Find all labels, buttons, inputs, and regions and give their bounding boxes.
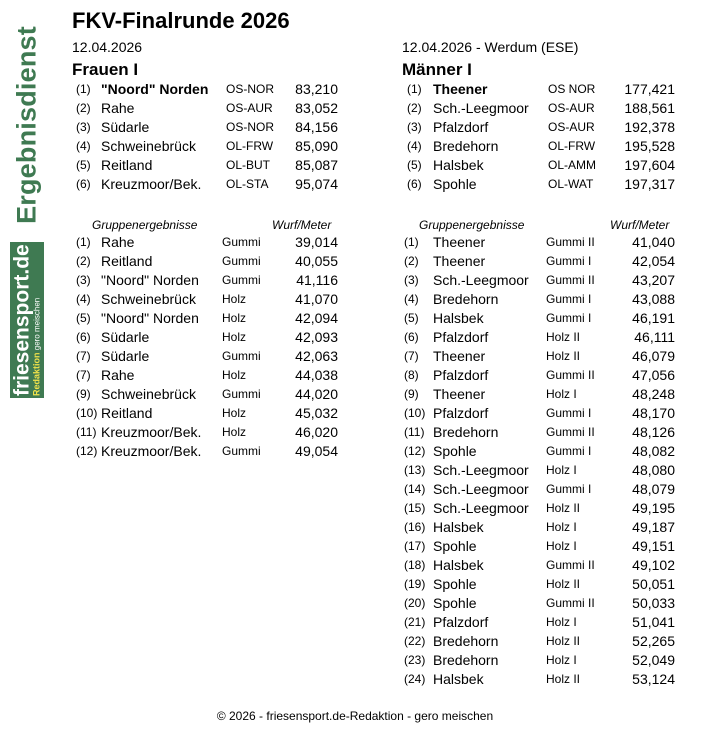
district-code: OL-FRW [226, 139, 274, 153]
team-name: Rahe [101, 100, 135, 116]
ball-type: Gummi II [546, 425, 595, 439]
total-score: 83,210 [295, 81, 338, 97]
standings-row [402, 156, 677, 175]
throw-distance: 49,187 [632, 519, 675, 535]
group-rank: (5) [76, 311, 91, 325]
ball-type: Holz II [546, 634, 581, 648]
sidebar-branding [10, 12, 44, 398]
ball-type: Holz I [546, 387, 577, 401]
rank-position: (6) [76, 177, 91, 191]
group-result-row [402, 366, 677, 385]
standings-row [72, 137, 342, 156]
district-code: OS-AUR [548, 101, 595, 115]
group-team-name: Spohle [433, 595, 477, 611]
standings-row [402, 80, 677, 99]
group-result-row [72, 309, 338, 328]
group-rank: (13) [404, 463, 426, 477]
group-rank: (7) [76, 368, 91, 382]
group-team-name: Spohle [433, 538, 477, 554]
left-section-heading: Frauen I [72, 60, 139, 79]
throw-distance: 43,207 [632, 272, 675, 288]
group-result-row [402, 423, 677, 442]
team-name: Halsbek [433, 157, 484, 173]
group-rank: (17) [404, 539, 426, 553]
group-team-name: Spohle [433, 443, 477, 459]
group-rank: (12) [404, 444, 426, 458]
group-team-name: Halsbek [433, 519, 484, 535]
rank-position: (1) [407, 82, 422, 96]
group-team-name: Sch.-Leegmoor [433, 481, 529, 497]
standings-row [72, 118, 342, 137]
district-code: OL-BUT [226, 158, 271, 172]
standings-row [72, 99, 342, 118]
group-team-name: Südarle [101, 348, 150, 364]
total-score: 188,561 [624, 100, 675, 116]
ball-type: Holz II [546, 672, 581, 686]
group-result-row [72, 404, 338, 423]
ergebnisdienst-text: Ergebnisdienst [11, 26, 42, 224]
throw-distance: 42,054 [632, 253, 675, 269]
throw-distance: 49,151 [632, 538, 675, 554]
group-rank: (7) [404, 349, 419, 363]
throw-distance: 47,056 [632, 367, 675, 383]
rank-position: (3) [407, 120, 422, 134]
ball-type: Gummi [222, 444, 261, 458]
throw-distance: 52,265 [632, 633, 675, 649]
right-group-label: Gruppenergebnisse [419, 218, 525, 232]
group-rank: (8) [404, 368, 419, 382]
throw-distance: 46,079 [632, 348, 675, 364]
group-rank: (9) [76, 387, 91, 401]
throw-distance: 40,055 [295, 253, 338, 269]
ball-type: Holz I [546, 539, 577, 553]
ball-type: Gummi I [546, 311, 592, 325]
ball-type: Holz I [546, 653, 577, 667]
ergebnisdienst-vertical-title [10, 12, 44, 238]
group-result-row [402, 670, 677, 689]
team-name: Pfalzdorf [433, 119, 489, 135]
group-result-row [72, 366, 338, 385]
total-score: 85,090 [295, 138, 338, 154]
ball-type: Holz II [546, 330, 581, 344]
ball-type: Holz I [546, 463, 577, 477]
group-team-name: Theener [433, 348, 486, 364]
group-rank: (6) [404, 330, 419, 344]
rank-position: (2) [76, 101, 91, 115]
group-team-name: Halsbek [433, 671, 484, 687]
throw-distance: 48,079 [632, 481, 675, 497]
group-rank: (21) [404, 615, 426, 629]
group-result-row [402, 442, 677, 461]
throw-distance: 48,126 [632, 424, 675, 440]
throw-distance: 52,049 [632, 652, 675, 668]
group-rank: (2) [76, 254, 91, 268]
group-team-name: Pfalzdorf [433, 405, 489, 421]
throw-distance: 46,020 [295, 424, 338, 440]
total-score: 195,528 [624, 138, 675, 154]
page-title: FKV-Finalrunde 2026 [72, 8, 290, 33]
group-result-row [72, 233, 338, 252]
throw-distance: 43,088 [632, 291, 675, 307]
throw-distance: 48,082 [632, 443, 675, 459]
team-name: Spohle [433, 176, 477, 192]
ball-type: Holz II [546, 577, 581, 591]
ball-type: Gummi I [546, 254, 592, 268]
ball-type: Holz [222, 368, 247, 382]
total-score: 85,087 [295, 157, 338, 173]
group-rank: (23) [404, 653, 426, 667]
group-rank: (5) [404, 311, 419, 325]
throw-distance: 50,033 [632, 595, 675, 611]
friesensport-logo [10, 242, 44, 398]
district-code: OS-AUR [548, 120, 595, 134]
group-team-name: Pfalzdorf [433, 614, 489, 630]
group-result-row [402, 252, 677, 271]
group-team-name: Kreuzmoor/Bek. [101, 443, 202, 459]
group-team-name: "Noord" Norden [101, 310, 199, 326]
ball-type: Gummi I [546, 292, 592, 306]
group-result-row [72, 442, 338, 461]
group-rank: (1) [76, 235, 91, 249]
standings-row [402, 137, 677, 156]
throw-distance: 48,170 [632, 405, 675, 421]
group-team-name: Sch.-Leegmoor [433, 500, 529, 516]
total-score: 197,317 [624, 176, 675, 192]
district-code: OS-NOR [226, 120, 274, 134]
rank-position: (2) [407, 101, 422, 115]
ball-type: Gummi [222, 273, 261, 287]
throw-distance: 49,195 [632, 500, 675, 516]
total-score: 84,156 [295, 119, 338, 135]
group-result-row [402, 328, 677, 347]
group-result-row [402, 404, 677, 423]
team-name: Kreuzmoor/Bek. [101, 176, 202, 192]
group-team-name: Rahe [101, 234, 135, 250]
team-name: "Noord" Norden [101, 81, 209, 97]
district-code: OL-AMM [548, 158, 596, 172]
group-rank: (7) [76, 349, 91, 363]
ball-type: Holz [222, 292, 247, 306]
ball-type: Holz I [546, 520, 577, 534]
group-team-name: Bredehorn [433, 424, 499, 440]
group-rank: (14) [404, 482, 426, 496]
group-result-row [72, 385, 338, 404]
throw-distance: 44,020 [295, 386, 338, 402]
ball-type: Gummi II [546, 558, 595, 572]
right-date: 12.04.2026 - Werdum (ESE) [402, 39, 579, 55]
group-team-name: Spohle [433, 576, 477, 592]
group-result-row [72, 290, 338, 309]
group-result-row [402, 461, 677, 480]
rank-position: (4) [407, 139, 422, 153]
throw-distance: 44,038 [295, 367, 338, 383]
group-result-row [402, 556, 677, 575]
ball-type: Holz I [546, 615, 577, 629]
group-result-row [402, 575, 677, 594]
group-rank: (3) [404, 273, 419, 287]
ball-type: Gummi II [546, 273, 595, 287]
group-result-row [402, 518, 677, 537]
total-score: 95,074 [295, 176, 338, 192]
group-rank: (16) [404, 520, 426, 534]
logo-subline [33, 244, 42, 396]
group-rank: (4) [404, 292, 419, 306]
total-score: 192,378 [624, 119, 675, 135]
rank-position: (5) [76, 158, 91, 172]
right-section-heading: Männer I [402, 60, 472, 79]
group-team-name: Pfalzdorf [433, 367, 489, 383]
group-rank: (20) [404, 596, 426, 610]
group-team-name: Theener [433, 253, 486, 269]
throw-distance: 51,041 [632, 614, 675, 630]
ball-type: Holz [222, 330, 247, 344]
group-team-name: Schweinebrück [101, 386, 196, 402]
group-team-name: Sch.-Leegmoor [433, 272, 529, 288]
district-code: OS-AUR [226, 101, 273, 115]
group-result-row [402, 480, 677, 499]
group-result-row [402, 347, 677, 366]
group-rank: (15) [404, 501, 426, 515]
district-code: OS-NOR [226, 82, 274, 96]
standings-row [72, 156, 342, 175]
group-rank: (12) [76, 444, 98, 458]
total-score: 177,421 [624, 81, 675, 97]
group-result-row [402, 537, 677, 556]
rank-position: (1) [76, 82, 91, 96]
throw-distance: 42,094 [295, 310, 338, 326]
group-result-row [72, 328, 338, 347]
rank-position: (3) [76, 120, 91, 134]
throw-distance: 42,063 [295, 348, 338, 364]
group-result-row [402, 385, 677, 404]
standings-row [72, 175, 342, 194]
logo-brand: friesensport.de [10, 244, 34, 396]
throw-distance: 48,080 [632, 462, 675, 478]
group-team-name: Theener [433, 386, 486, 402]
ball-type: Holz [222, 406, 247, 420]
left-date: 12.04.2026 [72, 39, 143, 55]
throw-distance: 46,191 [632, 310, 675, 326]
left-wurf-label: Wurf/Meter [272, 218, 332, 232]
group-rank: (10) [404, 406, 426, 420]
group-rank: (4) [76, 292, 91, 306]
team-name: Südarle [101, 119, 150, 135]
group-team-name: Reitland [101, 253, 153, 269]
ball-type: Holz II [546, 501, 581, 515]
group-rank: (19) [404, 577, 426, 591]
logo-author: gero meischen [32, 297, 42, 351]
throw-distance: 53,124 [632, 671, 675, 687]
group-result-row [402, 233, 677, 252]
throw-distance: 41,040 [632, 234, 675, 250]
group-team-name: Schweinebrück [101, 291, 196, 307]
group-team-name: Bredehorn [433, 652, 499, 668]
group-result-row [72, 423, 338, 442]
group-rank: (11) [404, 425, 425, 439]
rank-position: (6) [407, 177, 422, 191]
throw-distance: 49,102 [632, 557, 675, 573]
group-team-name: Theener [433, 234, 486, 250]
ball-type: Gummi II [546, 596, 595, 610]
throw-distance: 41,116 [296, 272, 338, 288]
throw-distance: 41,070 [295, 291, 338, 307]
throw-distance: 50,051 [632, 576, 675, 592]
group-team-name: Sch.-Leegmoor [433, 462, 529, 478]
ball-type: Holz II [546, 349, 581, 363]
team-name: Schweinebrück [101, 138, 196, 154]
total-score: 83,052 [295, 100, 338, 116]
ball-type: Gummi [222, 349, 261, 363]
throw-distance: 46,111 [634, 329, 675, 345]
group-team-name: Pfalzdorf [433, 329, 489, 345]
group-result-row [402, 594, 677, 613]
district-code: OL-STA [226, 177, 269, 191]
group-rank: (2) [404, 254, 419, 268]
ball-type: Gummi [222, 235, 261, 249]
team-name: Sch.-Leegmoor [433, 100, 529, 116]
district-code: OS NOR [548, 82, 596, 96]
group-result-row [402, 309, 677, 328]
throw-distance: 42,093 [295, 329, 338, 345]
group-team-name: Halsbek [433, 557, 484, 573]
group-result-row [402, 613, 677, 632]
group-team-name: Bredehorn [433, 291, 499, 307]
group-team-name: Südarle [101, 329, 150, 345]
group-result-row [402, 632, 677, 651]
throw-distance: 45,032 [295, 405, 338, 421]
standings-row [72, 80, 342, 99]
group-team-name: Reitland [101, 405, 153, 421]
team-name: Reitland [101, 157, 153, 173]
group-team-name: Rahe [101, 367, 135, 383]
right-wurf-label: Wurf/Meter [610, 218, 670, 232]
ball-type: Gummi I [546, 482, 592, 496]
logo-redaktion: Redaktion [31, 352, 42, 396]
team-name: Bredehorn [433, 138, 499, 154]
total-score: 197,604 [624, 157, 675, 173]
ball-type: Gummi I [546, 444, 592, 458]
group-rank: (18) [404, 558, 426, 572]
group-rank: (24) [404, 672, 426, 686]
footer-copyright: © 2026 - friesensport.de-Redaktion - gero meischen [216, 709, 494, 723]
group-team-name: Kreuzmoor/Bek. [101, 424, 202, 440]
group-team-name: "Noord" Norden [101, 272, 199, 288]
rank-position: (4) [76, 139, 91, 153]
group-rank: (22) [404, 634, 426, 648]
group-result-row [72, 252, 338, 271]
group-result-row [72, 271, 338, 290]
district-code: OL-WAT [548, 177, 594, 191]
rank-position: (5) [407, 158, 422, 172]
group-rank: (6) [76, 330, 91, 344]
group-result-row [402, 290, 677, 309]
district-code: OL-FRW [548, 139, 596, 153]
ball-type: Holz [222, 311, 247, 325]
group-rank: (9) [404, 387, 419, 401]
group-result-row [72, 347, 338, 366]
ball-type: Gummi II [546, 368, 595, 382]
throw-distance: 49,054 [295, 443, 338, 459]
team-name: Theener [433, 81, 488, 97]
standings-row [402, 175, 677, 194]
standings-row [402, 118, 677, 137]
group-rank: (10) [76, 406, 98, 420]
group-rank: (3) [76, 273, 91, 287]
group-result-row [402, 271, 677, 290]
group-rank: (11) [76, 425, 97, 439]
standings-row [402, 99, 677, 118]
ball-type: Gummi II [546, 235, 595, 249]
group-team-name: Halsbek [433, 310, 484, 326]
throw-distance: 39,014 [295, 234, 338, 250]
group-team-name: Bredehorn [433, 633, 499, 649]
ball-type: Holz [222, 425, 247, 439]
left-group-label: Gruppenergebnisse [92, 218, 198, 232]
group-rank: (1) [404, 235, 419, 249]
ball-type: Gummi [222, 254, 261, 268]
throw-distance: 48,248 [632, 386, 675, 402]
ball-type: Gummi I [546, 406, 592, 420]
ball-type: Gummi [222, 387, 261, 401]
group-result-row [402, 499, 677, 518]
group-result-row [402, 651, 677, 670]
